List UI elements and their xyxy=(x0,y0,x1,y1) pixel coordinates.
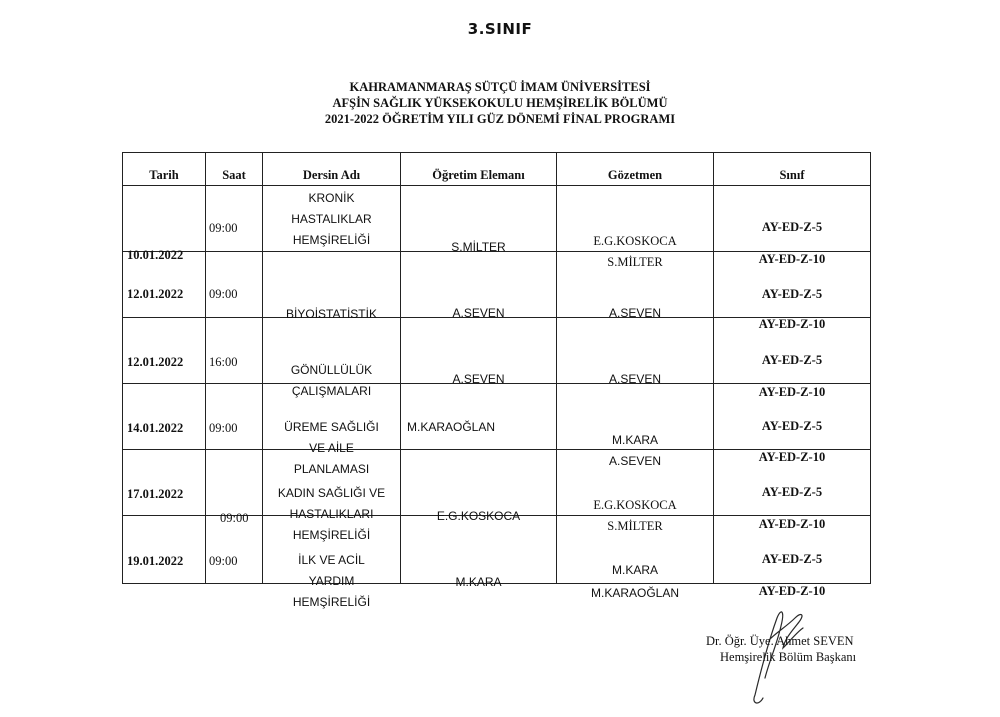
instructor-name: A.SEVEN xyxy=(452,305,505,320)
document-header xyxy=(0,79,1000,127)
col-header-date: Tarih xyxy=(123,153,206,186)
signatory-title: Hemşirelik Bölüm Başkanı xyxy=(720,650,857,664)
table-row: 17.01.2022 09:00 KADIN SAĞLIĞI VE HASTALIKLARI HEMŞİRELİĞİ E.G.KOSKOCA E.G.KOSKOCA S.MİLTER AY-ED-Z-5 AY-ED-Z-10 xyxy=(123,450,871,516)
exam-time: 09:00 xyxy=(220,510,249,525)
program-title: 2021-2022 ÖĞRETİM YILI GÜZ DÖNEMİ FİNAL PROGRAMI xyxy=(324,112,676,126)
table-row: 12.01.2022 16:00 GÖNÜLLÜLÜK ÇALIŞMALARI A.SEVEN A.SEVEN AY-ED-Z-5 AY-ED-Z-10 xyxy=(123,318,871,384)
instructor-name: M.KARAOĞLAN xyxy=(407,419,496,434)
col-header-time: Saat xyxy=(206,153,263,186)
exam-date: 12.01.2022 xyxy=(127,286,184,301)
table-row: 14.01.2022 09:00 ÜREME SAĞLIĞI VE AİLE PLANLAMASI M.KARAOĞLAN M.KARA A.SEVEN AY-ED-Z-5 AY-ED-Z-10 xyxy=(123,384,871,450)
exam-time: 16:00 xyxy=(209,354,238,369)
exam-date: 10.01.2022 xyxy=(127,247,184,262)
exam-time: 09:00 xyxy=(209,420,238,435)
signatory-name: Dr. Öğr. Üye. Ahmet SEVEN xyxy=(706,634,854,648)
col-header-room: Sınıf xyxy=(714,153,871,186)
grade-title: 3.SINIF xyxy=(467,20,533,38)
department-name: AFŞİN SAĞLIK YÜKSEKOKULU HEMŞİRELİK BÖLÜMÜ xyxy=(332,96,668,110)
table-header-row xyxy=(123,153,871,186)
exam-date: 14.01.2022 xyxy=(127,420,184,435)
table-row: 12.01.2022 09:00 BİYOİSTATİSTİK A.SEVEN A.SEVEN AY-ED-Z-5 AY-ED-Z-10 xyxy=(123,252,871,318)
course-name: KRONİK HASTALIKLAR HEMŞİRELİĞİ xyxy=(291,191,372,247)
exam-time: 09:00 xyxy=(209,286,238,301)
col-header-proctor: Gözetmen xyxy=(557,153,714,186)
instructor-name: M.KARA xyxy=(455,574,502,589)
exam-time: 09:00 xyxy=(209,553,238,568)
exam-date: 19.01.2022 xyxy=(127,553,184,568)
instructor-name: A.SEVEN xyxy=(452,371,505,386)
exam-schedule-table xyxy=(122,152,871,609)
instructor-name: E.G.KOSKOCA xyxy=(436,508,521,523)
exam-date: 12.01.2022 xyxy=(127,354,184,369)
table-row: 19.01.2022 09:00 İLK VE ACİL YARDIM HEMŞİRELİĞİ M.KARA M.KARA M.KARAOĞLAN AY-ED-Z-5 AY-ED-Z-10 xyxy=(123,516,871,584)
col-header-course: Dersin Adı xyxy=(263,153,401,186)
exam-date: 17.01.2022 xyxy=(127,486,184,501)
instructor-name: S.MİLTER xyxy=(451,239,506,254)
university-name: KAHRAMANMARAŞ SÜTÇÜ İMAM ÜNİVERSİTESİ xyxy=(349,80,651,94)
table-row: 10.01.2022 09:00 KRONİK HASTALIKLAR HEMŞİRELİĞİ S.MİLTER E.G.KOSKOCA S.MİLTER AY-ED-Z-5 AY-ED-Z-10 xyxy=(123,186,871,252)
exam-time: 09:00 xyxy=(209,220,238,235)
col-header-instructor: Öğretim Elemanı xyxy=(401,153,557,186)
signature-block xyxy=(706,633,856,665)
